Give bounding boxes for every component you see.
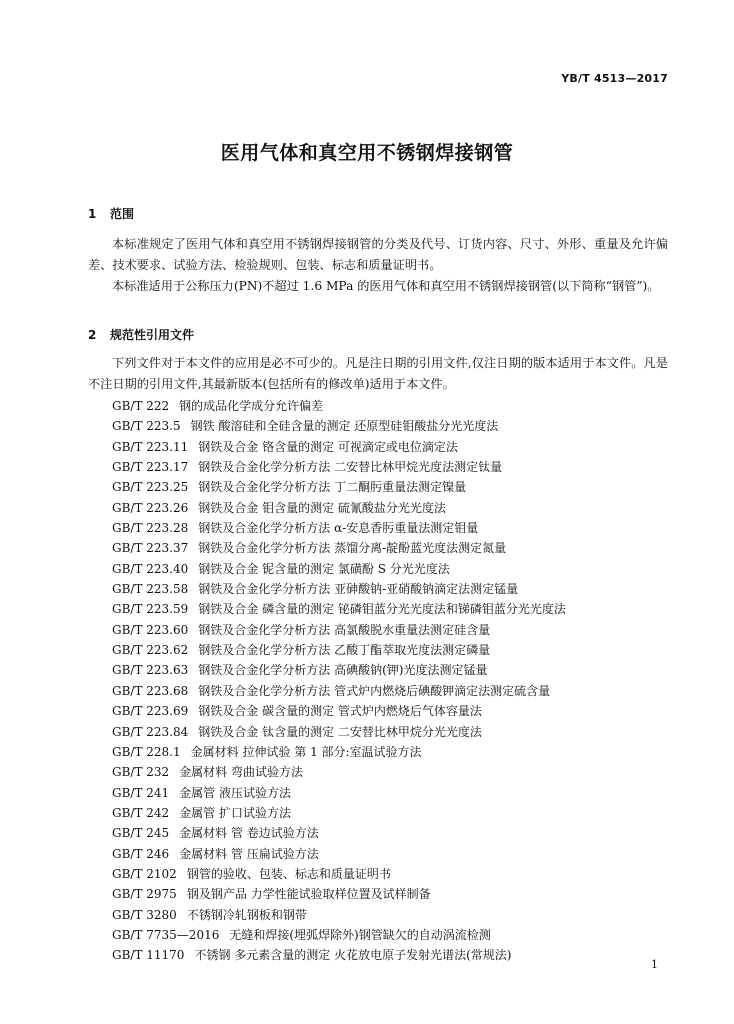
- reference-code: GB/T 3280: [112, 907, 177, 922]
- reference-code: GB/T 223.69: [112, 704, 189, 719]
- reference-title: 钢铁及合金化学分析方法 亚砷酸钠-亚硝酸钠滴定法测定锰量: [198, 582, 519, 597]
- section-number: 2: [88, 328, 97, 342]
- reference-title: 钢铁及合金化学分析方法 蒸馏分离-靛酚蓝光度法测定氮量: [198, 541, 507, 556]
- references-intro-paragraph: 下列文件对于本文件的应用是必不可少的。凡是注日期的引用文件,仅注日期的版本适用于本文件。凡是不注日期的引用文件,其最新版本(包括所有的修改单)适用于本文件。: [88, 356, 668, 391]
- reference-title: 钢铁及合金 铬含量的测定 可视滴定或电位滴定法: [198, 439, 458, 454]
- reference-code: GB/T 228.1: [112, 744, 181, 759]
- standard-code: YB/T 4513—2017: [561, 72, 668, 85]
- reference-code: GB/T 223.5: [112, 419, 181, 434]
- reference-title: 金属管 液压试验方法: [179, 785, 291, 800]
- section-number: 1: [88, 207, 97, 221]
- reference-code: GB/T 246: [112, 846, 170, 861]
- section-title: 规范性引用文件: [110, 328, 195, 342]
- reference-title: 钢铁及合金化学分析方法 α-安息香肟重量法测定钼量: [198, 521, 479, 536]
- reference-title: 钢铁及合金化学分析方法 二安替比林甲烷光度法测定钛量: [198, 460, 503, 475]
- reference-title: 不锈钢 多元素含量的测定 火花放电原子发射光谱法(常规法): [194, 948, 512, 963]
- reference-code: GB/T 223.25: [112, 480, 189, 495]
- reference-title: 金属管 扩口试验方法: [179, 805, 291, 820]
- reference-title: 钢铁及合金 钼含量的测定 硫氰酸盐分光光度法: [198, 500, 446, 515]
- reference-item: [112, 559, 566, 579]
- reference-code: GB/T 223.60: [112, 622, 189, 637]
- reference-item: [112, 396, 566, 416]
- reference-item: [112, 620, 566, 640]
- reference-item: [112, 823, 566, 843]
- reference-title: 钢铁及合金 铌含量的测定 氯磺酚 S 分光光度法: [198, 561, 450, 576]
- reference-title: 钢铁及合金 碳含量的测定 管式炉内燃烧后气体容量法: [198, 704, 482, 719]
- reference-item: [112, 722, 566, 742]
- reference-item: [112, 925, 566, 945]
- reference-code: GB/T 223.62: [112, 643, 189, 658]
- reference-item: [112, 783, 566, 803]
- reference-code: GB/T 223.68: [112, 683, 189, 698]
- reference-item: [112, 803, 566, 823]
- reference-title: 钢铁及合金 磷含量的测定 铋磷钼蓝分光光度法和锑磷钼蓝分光光度法: [198, 602, 566, 617]
- reference-title: 金属材料 拉伸试验 第 1 部分:室温试验方法: [190, 744, 422, 759]
- page-number: 1: [651, 958, 658, 971]
- reference-code: GB/T 223.37: [112, 541, 189, 556]
- document-title: 医用气体和真空用不锈钢焊接钢管: [220, 142, 514, 164]
- reference-item: [112, 701, 566, 721]
- reference-title: 钢铁及合金化学分析方法 管式炉内燃烧后碘酸钾滴定法测定硫含量: [198, 683, 551, 698]
- reference-item: [112, 660, 566, 680]
- reference-title: 钢的成品化学成分允许偏差: [179, 399, 324, 413]
- reference-item: [112, 416, 566, 436]
- reference-code: GB/T 223.26: [112, 500, 189, 515]
- reference-code: GB/T 242: [112, 805, 170, 820]
- reference-title: 金属材料 管 卷边试验方法: [179, 826, 319, 841]
- reference-title: 钢及钢产品 力学性能试验取样位置及试样制备: [186, 887, 431, 902]
- reference-item: [112, 762, 566, 782]
- reference-code: GB/T 2975: [112, 887, 177, 902]
- reference-item: [112, 681, 566, 701]
- reference-code: GB/T 223.17: [112, 460, 189, 475]
- reference-code: GB/T 223.59: [112, 602, 189, 617]
- reference-title: 钢铁及合金化学分析方法 高氯酸脱水重量法测定硅含量: [198, 622, 491, 637]
- reference-title: 钢铁及合金化学分析方法 高碘酸钠(钾)光度法测定锰量: [198, 663, 488, 678]
- reference-item: [112, 640, 566, 660]
- reference-code: GB/T 223.40: [112, 561, 189, 576]
- scope-paragraph-2: 本标准适用于公称压力(PN)不超过 1.6 MPa 的医用气体和真空用不锈钢焊接钢管(以下简称“钢管”)。: [112, 279, 660, 293]
- reference-title: 钢铁及合金化学分析方法 乙酸丁酯萃取光度法测定磷量: [198, 643, 491, 658]
- reference-code: GB/T 223.11: [112, 439, 189, 454]
- reference-title: 钢铁及合金化学分析方法 丁二酮肟重量法测定镍量: [198, 480, 467, 495]
- reference-item: [112, 945, 566, 965]
- reference-code: GB/T 2102: [112, 866, 177, 881]
- reference-title: 钢铁 酸溶硅和全硅含量的测定 还原型硅钼酸盐分光光度法: [190, 419, 499, 434]
- reference-item: [112, 457, 566, 477]
- reference-title: 金属材料 弯曲试验方法: [179, 765, 303, 780]
- reference-title: 钢管的验收、包装、标志和质量证明书: [186, 866, 391, 881]
- reference-code: GB/T 223.28: [112, 521, 189, 536]
- section-title: 范围: [110, 207, 135, 221]
- reference-code: GB/T 223.84: [112, 724, 189, 739]
- reference-item: [112, 884, 566, 904]
- reference-item: [112, 864, 566, 884]
- reference-title: 不锈钢冷轧钢板和钢带: [186, 907, 307, 922]
- reference-code: GB/T 223.63: [112, 663, 189, 678]
- reference-item: [112, 579, 566, 599]
- reference-item: [112, 905, 566, 925]
- reference-list: [112, 396, 566, 966]
- reference-title: 无缝和焊接(埋弧焊除外)钢管缺欠的自动涡流检测: [229, 927, 491, 942]
- reference-item: [112, 599, 566, 619]
- reference-item: [112, 844, 566, 864]
- section-heading-scope: [88, 205, 134, 222]
- reference-code: GB/T 223.58: [112, 582, 189, 597]
- reference-item: [112, 477, 566, 497]
- reference-code: GB/T 7735—2016: [112, 927, 220, 942]
- reference-code: GB/T 232: [112, 765, 170, 780]
- scope-paragraph-1: 本标准规定了医用气体和真空用不锈钢焊接钢管的分类及代号、订货内容、尺寸、外形、重量及允许偏差、技术要求、试验方法、检验规则、包装、标志和质量证明书。: [88, 237, 668, 272]
- reference-item: [112, 742, 566, 762]
- reference-item: [112, 498, 566, 518]
- reference-item: [112, 437, 566, 457]
- reference-code: GB/T 222: [112, 399, 170, 413]
- reference-title: 钢铁及合金 钛含量的测定 二安替比林甲烷分光光度法: [198, 724, 482, 739]
- reference-code: GB/T 245: [112, 826, 170, 841]
- reference-code: GB/T 241: [112, 785, 170, 800]
- reference-item: [112, 538, 566, 558]
- reference-code: GB/T 11170: [112, 948, 185, 963]
- reference-item: [112, 518, 566, 538]
- section-heading-normative-references: [88, 326, 194, 343]
- reference-title: 金属材料 管 压扁试验方法: [179, 846, 319, 861]
